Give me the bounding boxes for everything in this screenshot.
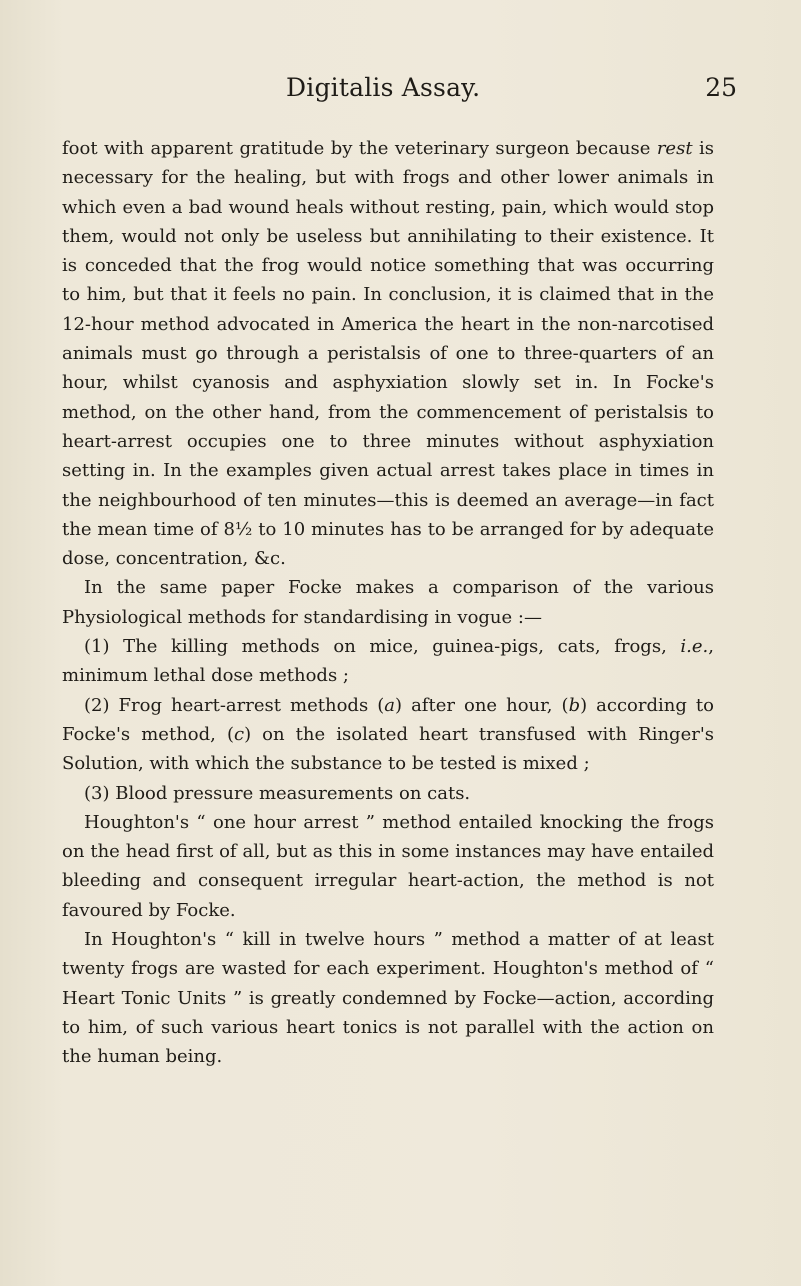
list-item-blood-pressure: (3) Blood pressure measurements on cats. — [84, 782, 471, 804]
paragraph-twelve-hours: In Houghton's “ kill in twelve hours ” method a matter of at least twenty frogs are wasted for each experiment. Houghton's method of “ Heart Tonic Units ” is greatly condemned by Focke—action, according to him, of such various heart tonics is not parallel with the action on the human being. — [62, 929, 714, 1068]
list-item-killing-methods: (1) The killing methods on mice, guinea-pigs, cats, frogs, i.e., minimum lethal dose methods ; — [62, 636, 714, 687]
paragraph-comparison-intro: In the same paper Focke makes a comparison of the various Physiological methods for standardising in vogue :— — [62, 577, 714, 628]
page-number: 25 — [705, 73, 737, 102]
paragraph-continuation: foot with apparent gratitude by the veterinary surgeon because rest is necessary for the healing, but with frogs and other lower animals in which even a bad wound heals without resting, pain, which would stop them, would not only be useless but annihilating to their existence. It is conceded that the frog would notice something that was occurring to him, but that it feels no pain. In conclusion, it is claimed that in the 12-hour method advocated in America the heart in the non-narcotised animals must go through a peristalsis of one to three-quarters of an hour, whilst cyanosis and asphyxiation slowly set in. In Focke's method, on the other hand, from the commencement of peristalsis to heart-arrest occupies one to three minutes without asphyxiation setting in. In the examples given actual arrest takes place in times in the neighbourhood of ten minutes—this is deemed an average—in fact the mean time of 8½ to 10 minutes has to be arranged for by adequate dose, concentration, &c. — [62, 138, 714, 570]
body-text — [62, 134, 714, 1072]
list-item-heart-arrest-methods: (2) Frog heart-arrest methods (a) after one hour, (b) according to Focke's method, (c) on the isolated heart transfused with Ringer's Solution, with which the substance to be tested is mixed ; — [62, 694, 715, 775]
paragraph-one-hour-arrest: Houghton's “ one hour arrest ” method entailed knocking the frogs on the head first of all, but as this in some instances may have entailed bleeding and consequent irregular heart-action, the method is not favoured by Focke. — [62, 811, 714, 921]
running-title: Digitalis Assay. — [286, 73, 481, 102]
page-header — [0, 73, 801, 113]
